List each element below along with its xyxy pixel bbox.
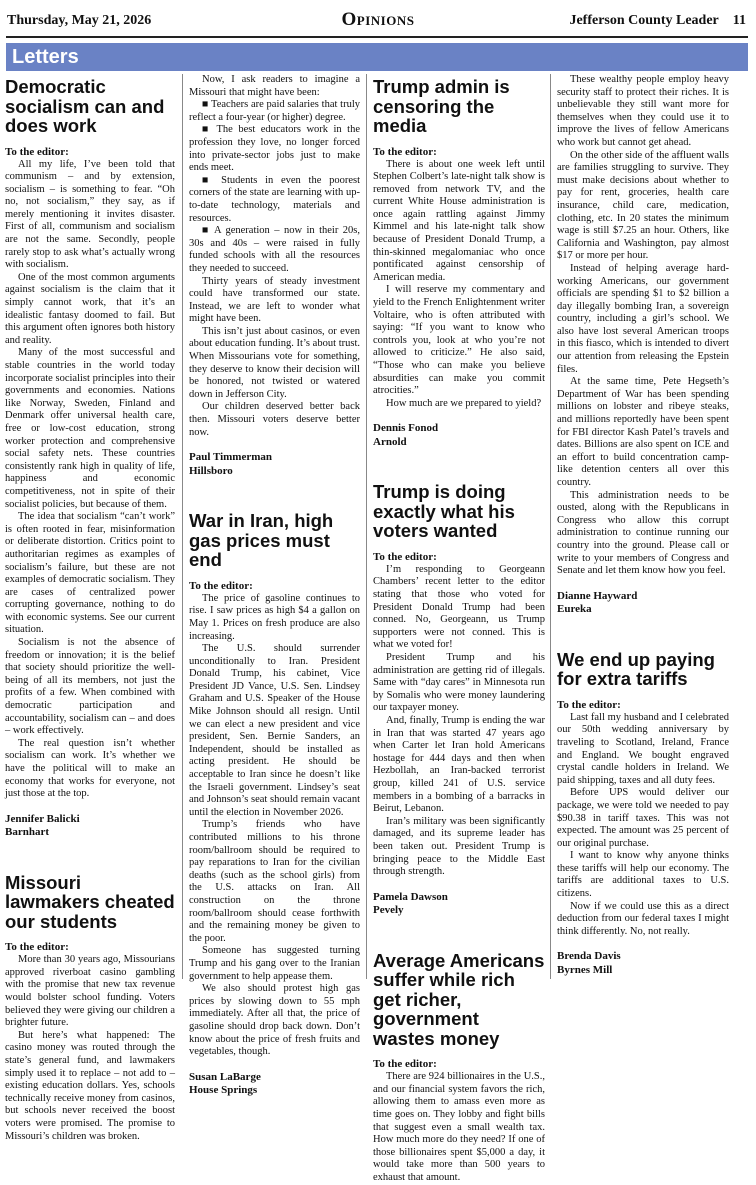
letter-signature bbox=[373, 891, 545, 918]
letter-paragraph: Now, I ask readers to imagine a Missouri that might have been: bbox=[189, 74, 360, 98]
banner-label: Letters bbox=[12, 46, 79, 68]
letter-paragraph: Someone has suggested turning Trump and his gang over to the Iranian government to help appease them. bbox=[189, 945, 360, 982]
letter-signature bbox=[557, 950, 729, 977]
letters-banner bbox=[6, 43, 748, 71]
letter-paragraph: The price of gasoline continues to rise. I saw prices as high $4 a gallon on May 1. Prices on fresh produce are also increasing. bbox=[189, 592, 360, 642]
author-name: Susan LaBarge bbox=[189, 1070, 261, 1083]
letter-democratic-socialism bbox=[5, 77, 175, 840]
letter-trump-voters bbox=[373, 482, 545, 917]
column-divider bbox=[366, 74, 367, 979]
letter-salutation: To the editor: bbox=[5, 941, 69, 954]
author-town: Eureka bbox=[557, 603, 592, 616]
letter-paragraph: ■ Teachers are paid salaries that truly reflect a four-year (or higher) degree. bbox=[189, 99, 360, 123]
letter-signature bbox=[189, 451, 360, 478]
letter-paragraph: ■ A generation – now in their 20s, 30s and 40s – were raised in fully funded schools with all the resources they needed to succeed. bbox=[189, 225, 360, 274]
letter-paragraph: The U.S. should surrender unconditionally to Iran. President Donald Trump, his cabinet, Vice President JD Vance, U.S. Sen. Lindsey Graham and U.S. Speaker of the House Mike Johnson should all resign. Until we can elect a new president and vice president, Sen. Bernie Sanders, an Independent, should be installed as acting president. He should be acceptable to Iran since he doesn’t like the Israeli government. Lindsey’s seat and Johnson’s seat should remain vacant until the election in November 2026. bbox=[189, 643, 360, 818]
letter-signature bbox=[557, 590, 729, 617]
letter-missouri-lawmakers-cont bbox=[189, 74, 360, 478]
letter-paragraph: There is about one week left until Stephen Colbert’s late-night talk show is removed from network TV, and the current White House administration is once again rattling against Jimmy Kimmel and his late-night talk show because of President Donald Trump, a thin-skinned megalomaniac who once pontificated against censorship of American media. bbox=[373, 158, 545, 283]
letter-paragraph: But here’s what happened: The casino money was routed through the state’s general fund, and lawmakers simply used it to replace – not add to – existing education dollars. Yes, schools technically receive money from casinos, but schools never received the boost voters were promised. The promise to Missouri’s children was broken. bbox=[5, 1029, 175, 1142]
letter-paragraph: I’m responding to Georgeann Chambers’ recent letter to the editor stating that those who voted for President Donald Trump had been conned. No, Georgeann, us Trump supporters were not conned. This is what we voted for! bbox=[373, 563, 545, 651]
letter-paragraph: And, finally, Trump is ending the war in Iran that was started 47 years ago when Carter let Iran hold Americans hostage for 444 days and then when Hezbollah, an Iran-backed terrorist group, killed 241 of U.S. service members in a bombing of a barracks in Beirut, Lebanon. bbox=[373, 715, 545, 815]
column-1 bbox=[5, 74, 175, 1142]
letter-headline: Trump is doing exactly what his voters wanted bbox=[373, 481, 515, 542]
letter-paragraph: Our children deserved better back then. Missouri voters deserve better now. bbox=[189, 401, 360, 438]
letter-war-in-iran bbox=[189, 511, 360, 1097]
letter-extra-tariffs bbox=[557, 650, 729, 978]
letter-paragraph: Many of the most successful and stable countries in the world today incorporate socialist principles into their governments and economies. Nations like Norway, Sweden, Finland and Denmark offer universal health care, free or low-cost education, strong worker protection and comprehensive social safety nets. These countries consistently rank high in quality of life, happiness and economic competitiveness, not in spite of their socialist policies, but because of them. bbox=[5, 347, 175, 510]
letter-headline: Average Americans suffer while rich get richer, government wastes money bbox=[373, 949, 545, 1049]
letter-signature bbox=[5, 813, 175, 840]
letter-headline: War in Iran, high gas prices must end bbox=[189, 510, 334, 571]
letter-average-americans bbox=[373, 951, 545, 1185]
letter-paragraph: This isn’t just about casinos, or even about education funding. It’s about trust. When Missourians vote for something, they deserve to know their decision will be honored, not twisted or watered down in Jefferson City. bbox=[189, 325, 360, 400]
letter-headline: Trump admin is censoring the media bbox=[373, 76, 510, 136]
letter-headline: Democratic socialism can and does work bbox=[5, 76, 165, 136]
letter-paragraph: Socialism is not the absence of freedom or innovation; it is the belief that society should prioritize the well-being of all its members, not just the profits of a few. When combined with democratic participation and accountability, socialism can – and does – work effectively. bbox=[5, 637, 175, 737]
letter-paragraph: ■ The best educators work in the profession they love, no longer forced into private-sector jobs just to make ends meet. bbox=[189, 124, 360, 174]
letter-paragraph: Now if we could use this as a direct deduction from our federal taxes I might think differently. No, not really. bbox=[557, 900, 729, 937]
letter-salutation: To the editor: bbox=[189, 579, 253, 592]
letter-paragraph: On the other side of the affluent walls are families struggling to survive. They must make decisions about whether to pay for rent, groceries, health care insurance, child care, medication, clothing, etc. In 20 states the minimum wage is still $7.25 an hour. Others, like California and Washington, pay almost $17 or more per hour. bbox=[557, 149, 729, 262]
author-name: Jennifer Balicki bbox=[5, 812, 80, 825]
letter-signature bbox=[189, 1071, 360, 1098]
author-town: Hillsboro bbox=[189, 464, 233, 477]
letter-paragraph: Iran’s military was been significantly damaged, and its supreme leader has been taken out. President Trump is bringing peace to the Middle East through strength. bbox=[373, 815, 545, 878]
letter-salutation: To the editor: bbox=[373, 1058, 437, 1071]
letter-salutation: To the editor: bbox=[557, 698, 621, 711]
author-town: Barnhart bbox=[5, 826, 49, 839]
masthead-rule bbox=[6, 36, 748, 38]
letter-headline: We end up paying for extra tariffs bbox=[557, 648, 715, 690]
letter-media-censorship bbox=[373, 77, 545, 449]
letter-paragraph: More than 30 years ago, Missourians approved riverboat casino gambling with the promise that new tax revenue would bolster school funding. Voters believed they were giving our children a brighter future. bbox=[5, 954, 175, 1029]
letter-paragraph: One of the most common arguments against socialism is the claim that it simply cannot work, that it’s an idealistic fantasy doomed to fail. But this argument often ignores both history and reality. bbox=[5, 271, 175, 346]
letter-paragraph: ■ Students in even the poorest corners of the state are learning with up-to-date technology, materials and resources. bbox=[189, 174, 360, 224]
author-town: House Springs bbox=[189, 1084, 258, 1097]
author-town: Arnold bbox=[373, 435, 407, 448]
author-name: Dianne Hayward bbox=[557, 589, 638, 602]
letter-paragraph: This administration needs to be ousted, along with the Republicans in Congress who allow this corrupt administration to continue running our country into the ground. Please call or write to your members of Congress and Senate and let them know how you feel. bbox=[557, 489, 729, 577]
letter-paragraph: All my life, I’ve been told that communism – and by extension, socialism – is something to fear. “Oh no, not socialism,” they say, as if merely mentioning it invites disaster. First of all, communism and socialism are not the same. Secondly, people rarely stop to ask what’s actually wrong with socialism. bbox=[5, 158, 175, 271]
letter-paragraph: Instead of helping average hard-working Americans, our government officials are spending $1 to $2 billion a day illegally bombing Iran, a sovereign country, including a girl’s school. We also have lost several American troops in this fiasco, which is intended to divert our attention from releasing the Epstein files. bbox=[557, 262, 729, 375]
letter-paragraph: President Trump and his administration are getting rid of illegals. Same with “day cares” in Minnesota run by Somalis who were money laundering our taxpayer money. bbox=[373, 652, 545, 714]
letter-salutation: To the editor: bbox=[373, 550, 437, 563]
column-2 bbox=[189, 74, 360, 1097]
letter-signature bbox=[373, 422, 545, 449]
letter-paragraph: Last fall my husband and I celebrated our 50th wedding anniversary by traveling to Scotland, Ireland, France and England. We bought engraved crystal candle holders in Ireland. We paid shipping, taxes and all duty fees. bbox=[557, 711, 729, 786]
author-town: Pevely bbox=[373, 904, 404, 917]
section-title: Opinions bbox=[341, 9, 415, 30]
letter-average-americans-cont bbox=[557, 74, 729, 617]
letter-paragraph: These wealthy people employ heavy security staff to protect their riches. It is unbelievable they still want more for themselves when they could use it to improve the lives of fellow Americans who work but cannot get ahead. bbox=[557, 74, 729, 148]
author-name: Pamela Dawson bbox=[373, 890, 448, 903]
letter-salutation: To the editor: bbox=[5, 145, 69, 158]
letter-paragraph: The idea that socialism “can’t work” is often rooted in fear, misinformation or deliberate distortion. Critics point to authoritarian regimes as examples of socialism’s failure, but these are not examples of democratic socialism. They are cases of centralized power corrupting governance, nothing to do with economic systems. See our current situation. bbox=[5, 511, 175, 636]
paper-name-page bbox=[569, 13, 746, 29]
column-divider bbox=[550, 74, 551, 979]
letter-paragraph: There are 924 billionaires in the U.S., and our financial system favors the rich, allowing them to amass even more as time goes on. They lobby and fight bills that suggest even a small wealth tax. How much more do they need? If one of those billionaires spent $5,000 a day, it would take more than 500 years to exhaust that amount. bbox=[373, 1071, 545, 1183]
letter-paragraph: Thirty years of steady investment could have transformed our state. Instead, we are left to wonder what might have been. bbox=[189, 275, 360, 325]
author-town: Byrnes Mill bbox=[557, 963, 613, 976]
letter-salutation: To the editor: bbox=[373, 145, 437, 158]
column-divider bbox=[182, 74, 183, 979]
letter-paragraph: I want to know why anyone thinks these tariffs will help our economy. The tariffs are additional taxes to U.S. citizens. bbox=[557, 850, 729, 900]
masthead bbox=[0, 0, 756, 38]
author-name: Dennis Fonod bbox=[373, 422, 439, 435]
letter-missouri-lawmakers bbox=[5, 873, 175, 1143]
letter-paragraph: I will reserve my commentary and yield to the French Enlightenment writer Voltaire, who is often attributed with saying: “If you want to know who controls you, look at who you’re not allowed to criticize.” He also said, “Those who can make you believe absurdities can make you commit atrocities.” bbox=[373, 284, 545, 397]
letter-paragraph: Before UPS would deliver our package, we were told we needed to pay $90.38 in tariff taxes. This was not expected. The amount was 25 percent of our original purchase. bbox=[557, 787, 729, 849]
letter-headline: Missouri lawmakers cheated our students bbox=[5, 871, 175, 932]
author-name: Paul Timmerman bbox=[189, 451, 273, 464]
page-number: 11 bbox=[732, 13, 746, 28]
letter-paragraph: At the same time, Pete Hegseth’s Department of War has been spending millions on lobster and ribeye steaks, and millions reportedly have been spent for FBI director Kash Patel’s travels and dates. Billions are also spent on ICE and an effort to build concentration camp-like detention centers all over this country. bbox=[557, 376, 729, 488]
column-3 bbox=[373, 74, 545, 1183]
letter-paragraph: Trump’s friends who have contributed millions to his throne room/ballroom should be required to pay reparations to Iran for the civilian deaths (such as the school girls) from the U.S. attacks on Iran. All construction on the throne room/ballroom should cease forthwith and the remaining money be given to the poor. bbox=[189, 819, 360, 944]
paper-name: Jefferson County Leader bbox=[569, 13, 719, 28]
letter-paragraph: We also should protest high gas prices by slowing down to 55 mph immediately. After all that, the price of gasoline should drop back down. Don’t know about the price of fresh fruits and vegetables, though. bbox=[189, 983, 360, 1058]
letter-paragraph: How much are we prepared to yield? bbox=[386, 397, 542, 409]
issue-date: Thursday, May 21, 2026 bbox=[7, 13, 152, 28]
column-4 bbox=[557, 74, 729, 979]
author-name: Brenda Davis bbox=[557, 950, 621, 963]
letter-paragraph: The real question isn’t whether socialism can work. It’s whether we have the political will to make an economy that works for everyone, not just those at the top. bbox=[5, 737, 175, 800]
